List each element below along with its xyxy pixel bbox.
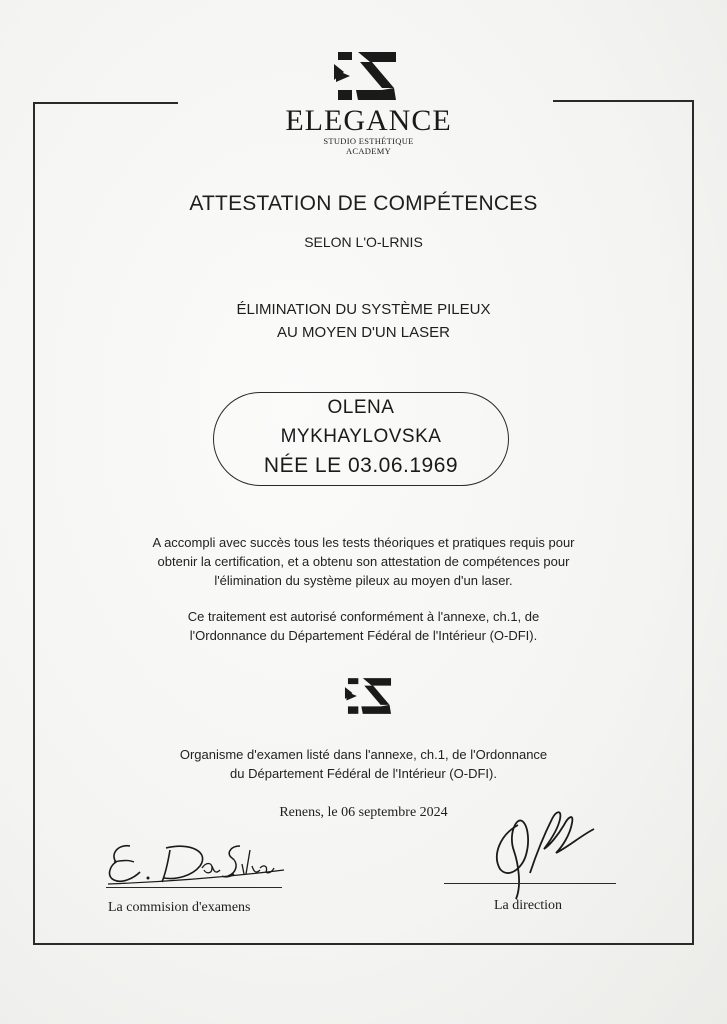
- body-p1-line3: l'élimination du système pileux au moyen d'un laser.: [214, 573, 513, 588]
- certificate-subtitle: SELON L'O-LRNIS: [304, 234, 423, 250]
- body-p1-line1: A accompli avec succès tous les tests théoriques et pratiques requis pour: [152, 535, 575, 550]
- signature-left-icon: [100, 832, 290, 890]
- signature-label-right: La direction: [494, 898, 563, 913]
- body-p3-line2: du Département Fédéral de l'Intérieur (O-DFI).: [230, 766, 497, 781]
- body-p2-line2: l'Ordonnance du Département Fédéral de l'Intérieur (O-DFI).: [189, 628, 538, 643]
- signature-right-icon: [478, 795, 608, 905]
- recipient-first-name: OLENA: [327, 397, 395, 418]
- body-p2-line1: Ce traitement est autorisé conformément à l'annexe, ch.1, de: [187, 609, 540, 624]
- speciality-line-1: ÉLIMINATION DU SYSTÈME PILEUX: [236, 301, 491, 318]
- signature-line-left: [106, 887, 282, 888]
- speciality-line-2: AU MOYEN D'UN LASER: [277, 324, 450, 341]
- frame-bottom: [33, 943, 694, 945]
- certificate-title: ATTESTATION DE COMPÉTENCES: [189, 192, 538, 215]
- brand-subtitle-2: ACADEMY: [345, 146, 392, 156]
- body-p1-line2: obtenir la certification, et a obtenu son attestation de compétences pour: [157, 554, 570, 569]
- signature-label-left: La commision d'examens: [108, 900, 251, 915]
- frame-top-right: [553, 100, 693, 102]
- es-monogram-seal-icon: [342, 676, 394, 716]
- recipient-last-name: MYKHAYLOVSKA: [280, 426, 442, 447]
- es-monogram-logo-icon: [330, 50, 400, 102]
- brand-subtitle-1: STUDIO ESTHÉTIQUE: [323, 136, 414, 146]
- signature-line-right: [444, 883, 616, 884]
- place-date: Renens, le 06 septembre 2024: [279, 805, 448, 820]
- brand-name: ELEGANCE: [285, 104, 452, 137]
- body-p3-line1: Organisme d'examen listé dans l'annexe, ch.1, de l'Ordonnance: [179, 747, 548, 762]
- recipient-box: [213, 392, 509, 486]
- recipient-birth: NÉE LE 03.06.1969: [263, 454, 459, 477]
